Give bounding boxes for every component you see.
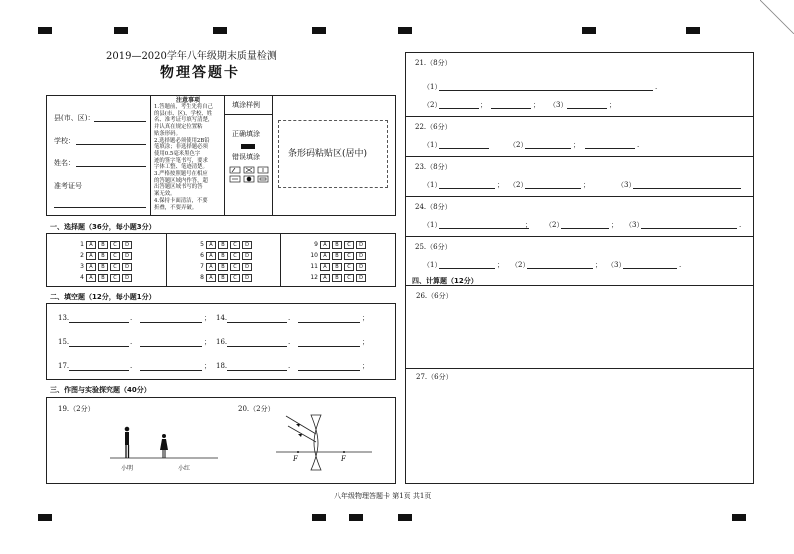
person-xiaohong-label: 小红 [178, 465, 191, 472]
mc-option-bubble[interactable]: D [242, 274, 252, 282]
mc-option-bubble[interactable]: D [122, 252, 132, 260]
fill-period: . [130, 362, 133, 370]
fill-answer-blank[interactable] [69, 370, 129, 371]
question-title: 23.（8分） [415, 163, 452, 171]
mc-option-bubble[interactable]: C [344, 274, 354, 282]
fill-period: . [130, 314, 133, 322]
answer-blank[interactable] [439, 188, 495, 189]
notice-line: 迹的签字笔书写，要求 [154, 157, 208, 164]
mc-option-bubble[interactable]: B [218, 241, 228, 249]
mc-question-number: 8 [200, 274, 204, 281]
correct-fill-sample [241, 144, 255, 149]
fill-semicolon: ； [362, 338, 369, 346]
mc-question-number: 9 [314, 241, 318, 248]
notice-line: 出答题区域书写的答 [154, 184, 203, 191]
notice-line: 3.严格按照题号在相应 [154, 171, 208, 177]
fill-answer-blank[interactable] [298, 322, 360, 323]
focal-right-label: F [341, 455, 346, 463]
mc-option-bubble[interactable]: B [332, 263, 342, 271]
ticket-field[interactable] [54, 207, 146, 208]
mc-option-bubble[interactable]: D [356, 263, 366, 271]
timing-mark [312, 27, 326, 34]
fill-semicolon: ； [204, 338, 211, 346]
mc-option-bubble[interactable]: C [110, 252, 120, 260]
mc-option-bubble[interactable]: A [320, 241, 330, 249]
fill-semicolon: ； [362, 314, 369, 322]
notice-title: 注意事项 [176, 97, 201, 104]
answer-blank[interactable] [525, 188, 581, 189]
q26-label: 26.（6分） [416, 292, 453, 300]
fill-period: . [288, 362, 291, 370]
mc-question-row [308, 252, 366, 260]
mc-question-number: 3 [80, 263, 84, 270]
mc-option-bubble[interactable]: D [356, 241, 366, 249]
fill-answer-blank[interactable] [227, 322, 287, 323]
notice-line: 字体工整、笔迹清楚。 [154, 164, 208, 171]
punct: ； [525, 221, 532, 229]
punct: . [679, 261, 682, 269]
wrong-fill-label: 错误填涂 [232, 153, 260, 161]
mc-option-bubble[interactable]: B [98, 263, 108, 271]
answer-blank[interactable] [439, 90, 653, 91]
fold-corner-line [760, 0, 794, 34]
timing-mark [114, 27, 128, 34]
mc-option-bubble[interactable]: C [344, 252, 354, 260]
part-label: （1） [423, 83, 442, 91]
fill-answer-blank[interactable] [140, 370, 202, 371]
punct: ； [595, 261, 602, 269]
question-title: 25.（6分） [415, 243, 452, 251]
fill-answer-blank[interactable] [227, 346, 287, 347]
answer-blank[interactable] [491, 108, 531, 109]
fill-answer-blank[interactable] [298, 346, 360, 347]
timing-mark [38, 514, 52, 521]
fill-question-number: 16. [216, 338, 228, 346]
mc-question-row [194, 241, 252, 249]
mc-column-divider [166, 233, 167, 287]
punct: . [739, 221, 742, 229]
mc-question-number: 6 [200, 252, 204, 259]
answer-blank[interactable] [633, 188, 741, 189]
item-divider [405, 156, 754, 157]
answer-blank[interactable] [585, 148, 635, 149]
notice-line: 折叠，不要弄破。 [154, 204, 198, 211]
fill-question-number: 14. [216, 314, 228, 322]
answer-blank[interactable] [623, 268, 677, 269]
name-label: 姓名： [54, 159, 75, 167]
part-label: （2） [511, 261, 530, 269]
mc-option-bubble[interactable]: A [206, 252, 216, 260]
part-label: （3） [607, 261, 626, 269]
mc-option-bubble[interactable]: B [98, 274, 108, 282]
notice-line: 4.保持卡面清洁，不要 [154, 197, 208, 204]
timing-mark [398, 514, 412, 521]
notice-line: 的答题区域内作答，超 [154, 177, 208, 184]
mc-question-row [74, 241, 132, 249]
fill-answer-blank[interactable] [140, 346, 202, 347]
q19-label: 19.（2分） [58, 405, 95, 413]
notice-line: 贴条形码。 [154, 130, 181, 137]
mc-section-title: 一、选择题（36分，每小题3分） [50, 223, 156, 231]
page-footer: 八年级物理答题卡 第1页 共1页 [334, 492, 432, 500]
punct: ； [609, 101, 616, 109]
part-label: （1） [423, 221, 442, 229]
part-label: （3） [617, 181, 636, 189]
mc-option-bubble[interactable]: B [218, 274, 228, 282]
mc-option-bubble[interactable]: C [110, 274, 120, 282]
part-label: （2） [509, 141, 528, 149]
fill-grid [46, 303, 396, 380]
correct-fill-label: 正确填涂 [232, 130, 260, 138]
mc-question-number: 5 [200, 241, 204, 248]
mc-option-bubble[interactable]: A [320, 252, 330, 260]
fill-answer-blank[interactable] [69, 346, 129, 347]
mc-option-bubble[interactable]: A [206, 263, 216, 271]
fill-period: . [130, 338, 133, 346]
fill-semicolon: ； [362, 362, 369, 370]
ticket-label: 准考证号 [54, 182, 82, 190]
mc-option-bubble[interactable]: B [332, 241, 342, 249]
calc-section-title: 四、计算题（12分） [412, 277, 478, 285]
mc-option-bubble[interactable]: C [344, 263, 354, 271]
answer-blank[interactable] [439, 228, 495, 229]
mc-question-row [308, 274, 366, 282]
answer-blank[interactable] [567, 108, 607, 109]
mc-option-bubble[interactable]: A [86, 263, 96, 271]
question-title: 21.（8分） [415, 59, 452, 67]
fill-answer-blank[interactable] [140, 322, 202, 323]
part-label: （1） [423, 181, 442, 189]
fill-answer-blank[interactable] [227, 370, 287, 371]
focal-left-label: F [293, 455, 298, 463]
mc-option-bubble[interactable]: A [320, 263, 330, 271]
punct: ； [573, 141, 580, 149]
timing-mark [582, 27, 596, 34]
wrong-fill-samples [229, 166, 271, 184]
question-title: 24.（8分） [415, 203, 452, 211]
punct: ； [480, 101, 487, 109]
mc-option-bubble[interactable]: D [242, 263, 252, 271]
mc-question-row [194, 263, 252, 271]
mc-option-bubble[interactable]: C [110, 263, 120, 271]
mc-option-bubble[interactable]: C [230, 241, 240, 249]
mc-option-bubble[interactable]: A [320, 274, 330, 282]
punct: ； [611, 221, 618, 229]
punct: ； [497, 261, 504, 269]
card-title: 物理答题卡 [160, 65, 240, 81]
answer-blank[interactable] [641, 228, 737, 229]
mc-column-divider [280, 233, 281, 287]
mc-option-bubble[interactable]: B [98, 241, 108, 249]
mc-question-number: 11 [310, 263, 318, 270]
punct: ； [533, 101, 540, 109]
answer-blank[interactable] [439, 148, 489, 149]
notice-line: 使用0.5毫米黑色字 [154, 150, 201, 157]
mc-option-bubble[interactable]: C [344, 241, 354, 249]
part-label: （3） [625, 221, 644, 229]
part-label: （1） [423, 141, 442, 149]
mc-option-bubble[interactable]: A [206, 274, 216, 282]
mc-option-bubble[interactable]: A [86, 252, 96, 260]
mc-option-bubble[interactable]: B [218, 252, 228, 260]
fill-period: . [288, 314, 291, 322]
mc-option-bubble[interactable]: D [242, 252, 252, 260]
notice-line: 2.选择题必须使用2B铅 [154, 137, 210, 144]
mc-option-bubble[interactable]: D [122, 263, 132, 271]
fill-semicolon: ； [204, 314, 211, 322]
notice-line: 并认真在规定位置粘 [154, 124, 203, 131]
mc-question-number: 7 [200, 263, 204, 270]
mc-question-row [308, 241, 366, 249]
item-divider [405, 196, 754, 197]
timing-mark [213, 27, 227, 34]
punct: ； [497, 181, 504, 189]
mc-option-bubble[interactable]: A [86, 274, 96, 282]
mc-option-bubble[interactable]: C [230, 263, 240, 271]
mc-question-row [74, 263, 132, 271]
fill-answer-blank[interactable] [298, 370, 360, 371]
mc-question-number: 1 [80, 241, 84, 248]
answer-blank[interactable] [489, 228, 529, 229]
q20-label: 20.（2分） [238, 405, 275, 413]
q19-figure [110, 420, 220, 460]
mc-question-row [194, 274, 252, 282]
part-label: （2） [509, 181, 528, 189]
mc-option-bubble[interactable]: A [86, 241, 96, 249]
timing-mark [686, 27, 700, 34]
q27-label: 27.（6分） [416, 373, 453, 381]
mc-option-bubble[interactable]: C [110, 241, 120, 249]
answer-blank[interactable] [527, 268, 593, 269]
fill-answer-blank[interactable] [69, 322, 129, 323]
mc-question-number: 12 [310, 274, 318, 281]
mc-option-bubble[interactable]: D [122, 241, 132, 249]
mc-question-row [194, 252, 252, 260]
fill-period: . [288, 338, 291, 346]
fill-question-number: 15. [58, 338, 70, 346]
county-field[interactable] [94, 121, 146, 122]
fill-question-number: 17. [58, 362, 70, 370]
q20-lens-figure [276, 412, 376, 472]
notice-line: 案无效。 [154, 191, 176, 198]
answer-blank[interactable] [525, 148, 571, 149]
mc-question-number: 4 [80, 274, 84, 281]
person-xiaoming-label: 小明 [121, 465, 134, 472]
part-label: （2） [423, 101, 442, 109]
question-title: 22.（6分） [415, 123, 452, 131]
punct: . [637, 141, 640, 149]
mc-question-number: 10 [310, 252, 318, 259]
mc-option-bubble[interactable]: C [230, 252, 240, 260]
answer-blank[interactable] [439, 268, 495, 269]
exam-title: 2019—2020学年八年级期末质量检测 [106, 51, 277, 62]
answer-blank[interactable] [439, 108, 479, 109]
mc-question-row [308, 263, 366, 271]
name-field[interactable] [76, 166, 146, 167]
mc-question-row [74, 274, 132, 282]
mc-option-bubble[interactable]: D [356, 252, 366, 260]
mc-option-bubble[interactable]: D [122, 274, 132, 282]
fill-question-number: 18. [216, 362, 228, 370]
answer-blank[interactable] [561, 228, 609, 229]
mc-question-row [74, 252, 132, 260]
mc-option-bubble[interactable]: B [332, 252, 342, 260]
fill-sample-title: 填涂样例 [232, 101, 260, 109]
timing-mark [732, 514, 746, 521]
county-label: 县(市、区)： [54, 114, 95, 122]
fill-question-number: 13. [58, 314, 70, 322]
mc-option-bubble[interactable]: B [332, 274, 342, 282]
item-divider [405, 116, 754, 117]
mc-option-bubble[interactable]: B [218, 263, 228, 271]
part-label: （2） [545, 221, 564, 229]
notice-line: 名、准考证号填写清楚， [154, 117, 214, 124]
barcode-label: 条形码粘贴区(居中) [288, 149, 368, 159]
fill-semicolon: ； [204, 362, 211, 370]
item-divider [405, 236, 754, 237]
notice-line: 1.答题前，考生先将自己 [154, 104, 214, 110]
school-label: 学校： [54, 137, 75, 145]
mc-option-bubble[interactable]: A [206, 241, 216, 249]
part-label: （3） [549, 101, 568, 109]
fill-section-title: 二、填空题（12分，每小题1分） [50, 293, 156, 301]
notice-line: 笔填涂；非选择题必须 [154, 144, 208, 151]
timing-mark [38, 27, 52, 34]
mc-option-bubble[interactable]: C [230, 274, 240, 282]
mc-grid [46, 233, 396, 287]
part-label: （1） [423, 261, 442, 269]
punct: . [655, 83, 658, 91]
mc-option-bubble[interactable]: B [98, 252, 108, 260]
mc-question-number: 2 [80, 252, 84, 259]
timing-mark [312, 514, 326, 521]
punct: ； [583, 181, 590, 189]
draw-section-title: 三、作图与实验探究题（40分） [50, 386, 151, 394]
mc-option-bubble[interactable]: D [242, 241, 252, 249]
mc-option-bubble[interactable]: D [356, 274, 366, 282]
timing-mark [398, 27, 412, 34]
timing-mark [349, 514, 363, 521]
notice-line: 的县(市、区)、学校、姓 [154, 110, 213, 117]
school-field[interactable] [76, 144, 146, 145]
